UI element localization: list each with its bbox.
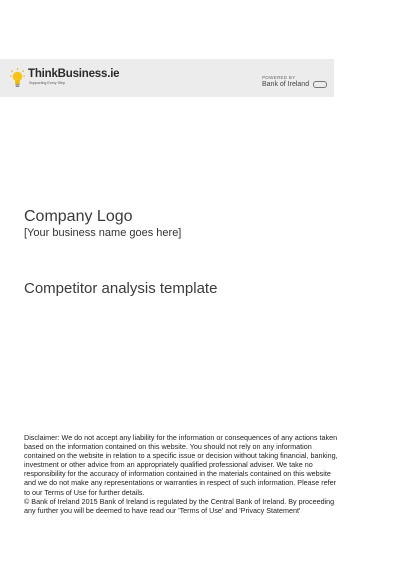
disclaimer-line: responsibility for the accuracy of information contained in the materials contained on this website <box>24 469 331 479</box>
sponsor-logo <box>262 81 327 88</box>
disclaimer-line: and we do not make any representations or warranties in respect of such information. Please refer <box>24 478 337 488</box>
thinkbusiness-logo <box>10 68 119 88</box>
copyright-line: © Bank of Ireland 2015 Bank of Ireland is regulated by the Central Bank of Ireland. By proceeding <box>24 496 335 506</box>
brand-name: ThinkBusiness.ie <box>28 68 120 80</box>
lightbulb-icon <box>10 68 25 88</box>
disclaimer-line: contained on the website in relation to a specific issue or decision without taking financial, banking, <box>24 451 338 461</box>
disclaimer-line: to our Terms of Use for further details. <box>24 487 145 497</box>
powered-by-label: POWERED BY <box>262 75 296 80</box>
company-logo-placeholder: Company Logo <box>24 208 133 225</box>
document-title: Competitor analysis template <box>24 280 218 297</box>
disclaimer-line: Disclaimer: We do not accept any liability for the information or consequences of any actions taken <box>24 433 338 442</box>
disclaimer-line: investment or other advice from an appropriately qualified professional adviser. We take no <box>24 460 313 470</box>
brand-tagline: Supporting Every Step <box>29 81 65 85</box>
disclaimer-line: based on the information contained on this website. You should not rely on any information <box>24 442 312 452</box>
bank-badge-icon <box>313 81 327 88</box>
disclaimer <box>24 433 364 515</box>
sponsor-name: Bank of Ireland <box>262 81 310 88</box>
business-name-placeholder: [Your business name goes here] <box>24 227 182 239</box>
copyright-line: any further you will be deemed to have read our 'Terms of Use' and 'Privacy Statement' <box>24 505 301 515</box>
